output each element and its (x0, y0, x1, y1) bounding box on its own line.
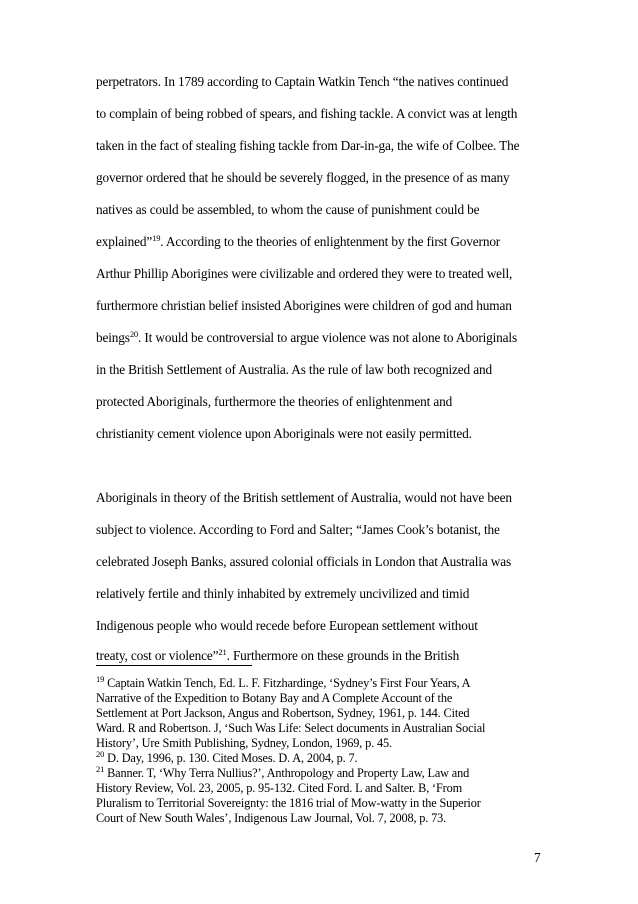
paragraph-line: christianity cement violence upon Aboriginals were not easily permitted. (96, 426, 472, 441)
page-number: 7 (534, 850, 541, 865)
paragraph-line (96, 234, 500, 250)
footnote-reference: 19 (152, 233, 161, 243)
text-run: beings (96, 330, 130, 345)
paragraph-line: Aboriginals in theory of the British settlement of Australia, would not have been (96, 490, 512, 505)
text-run: . It would be controversial to argue violence was not alone to Aboriginals (138, 330, 518, 345)
paragraph-line (96, 330, 517, 346)
paragraph-line: subject to violence. According to Ford and Salter; “James Cook’s botanist, the (96, 522, 500, 537)
footnote-text: D. Day, 1996, p. 130. Cited Moses. D. A, 2004, p. 7. (104, 751, 358, 765)
paragraph-line: natives as could be assembled, to whom the cause of punishment could be (96, 202, 480, 217)
text-run: . Furthermore on these grounds in the British (226, 648, 460, 663)
paragraph-line: taken in the fact of stealing fishing tackle from Dar-in-ga, the wife of Colbee. The (96, 138, 520, 153)
paragraph-line: Indigenous people who would recede before European settlement without (96, 618, 478, 633)
paragraph-line (96, 648, 459, 664)
footnote-line: Ward. R and Robertson. J, ‘Such Was Life: Select documents in Australian Social (96, 721, 486, 735)
text-run: . According to the theories of enlightenment by the first Governor (160, 234, 501, 249)
text-run: treaty, cost or violence” (96, 648, 219, 663)
paragraph-line: governor ordered that he should be severely flogged, in the presence of as many (96, 170, 510, 185)
footnote-21 (96, 766, 469, 780)
footnote-text: Captain Watkin Tench, Ed. L. F. Fitzhardinge, ‘Sydney’s First Four Years, A (104, 676, 471, 690)
footnote-line: History Review, Vol. 23, 2005, p. 95-132. Cited Ford. L and Salter. B, ‘From (96, 781, 463, 795)
paragraph-line: protected Aboriginals, furthermore the theories of enlightenment and (96, 394, 453, 409)
footnote-separator (96, 665, 252, 666)
paragraph-line: to complain of being robbed of spears, and fishing tackle. A convict was at length (96, 106, 518, 121)
text-run: explained” (96, 234, 153, 249)
footnote-line: Court of New South Wales’, Indigenous Law Journal, Vol. 7, 2008, p. 73. (96, 811, 447, 825)
footnote-text: Banner. T, ‘Why Terra Nullius?’, Anthropology and Property Law, Law and (104, 766, 470, 780)
paragraph-line: furthermore christian belief insisted Aborigines were children of god and human (96, 298, 512, 313)
paragraph-line: perpetrators. In 1789 according to Captain Watkin Tench “the natives continued (96, 74, 509, 89)
paragraph-line: relatively fertile and thinly inhabited by extremely uncivilized and timid (96, 586, 470, 601)
footnote-line: Settlement at Port Jackson, Angus and Robertson, Sydney, 1961, p. 144. Cited (96, 706, 470, 720)
footnote-19 (96, 676, 470, 690)
paragraph-line: celebrated Joseph Banks, assured colonial officials in London that Australia was (96, 554, 511, 569)
footnote-line: History’, Ure Smith Publishing, Sydney, London, 1969, p. 45. (96, 736, 392, 750)
footnote-marker: 19 (96, 674, 105, 684)
footnote-line: Narrative of the Expedition to Botany Bay and A Complete Account of the (96, 691, 453, 705)
footnote-20 (96, 751, 357, 765)
paragraph-line: in the British Settlement of Australia. As the rule of law both recognized and (96, 362, 492, 377)
footnote-reference: 20 (129, 329, 139, 339)
footnote-marker: 20 (96, 749, 105, 759)
footnote-reference: 21 (218, 647, 227, 657)
paragraph-line: Arthur Phillip Aborigines were civilizable and ordered they were to treated well, (96, 266, 513, 281)
footnote-line: Pluralism to Territorial Sovereignty: the 1816 trial of Mow-watty in the Superior (96, 796, 481, 810)
footnote-marker: 21 (96, 764, 105, 774)
